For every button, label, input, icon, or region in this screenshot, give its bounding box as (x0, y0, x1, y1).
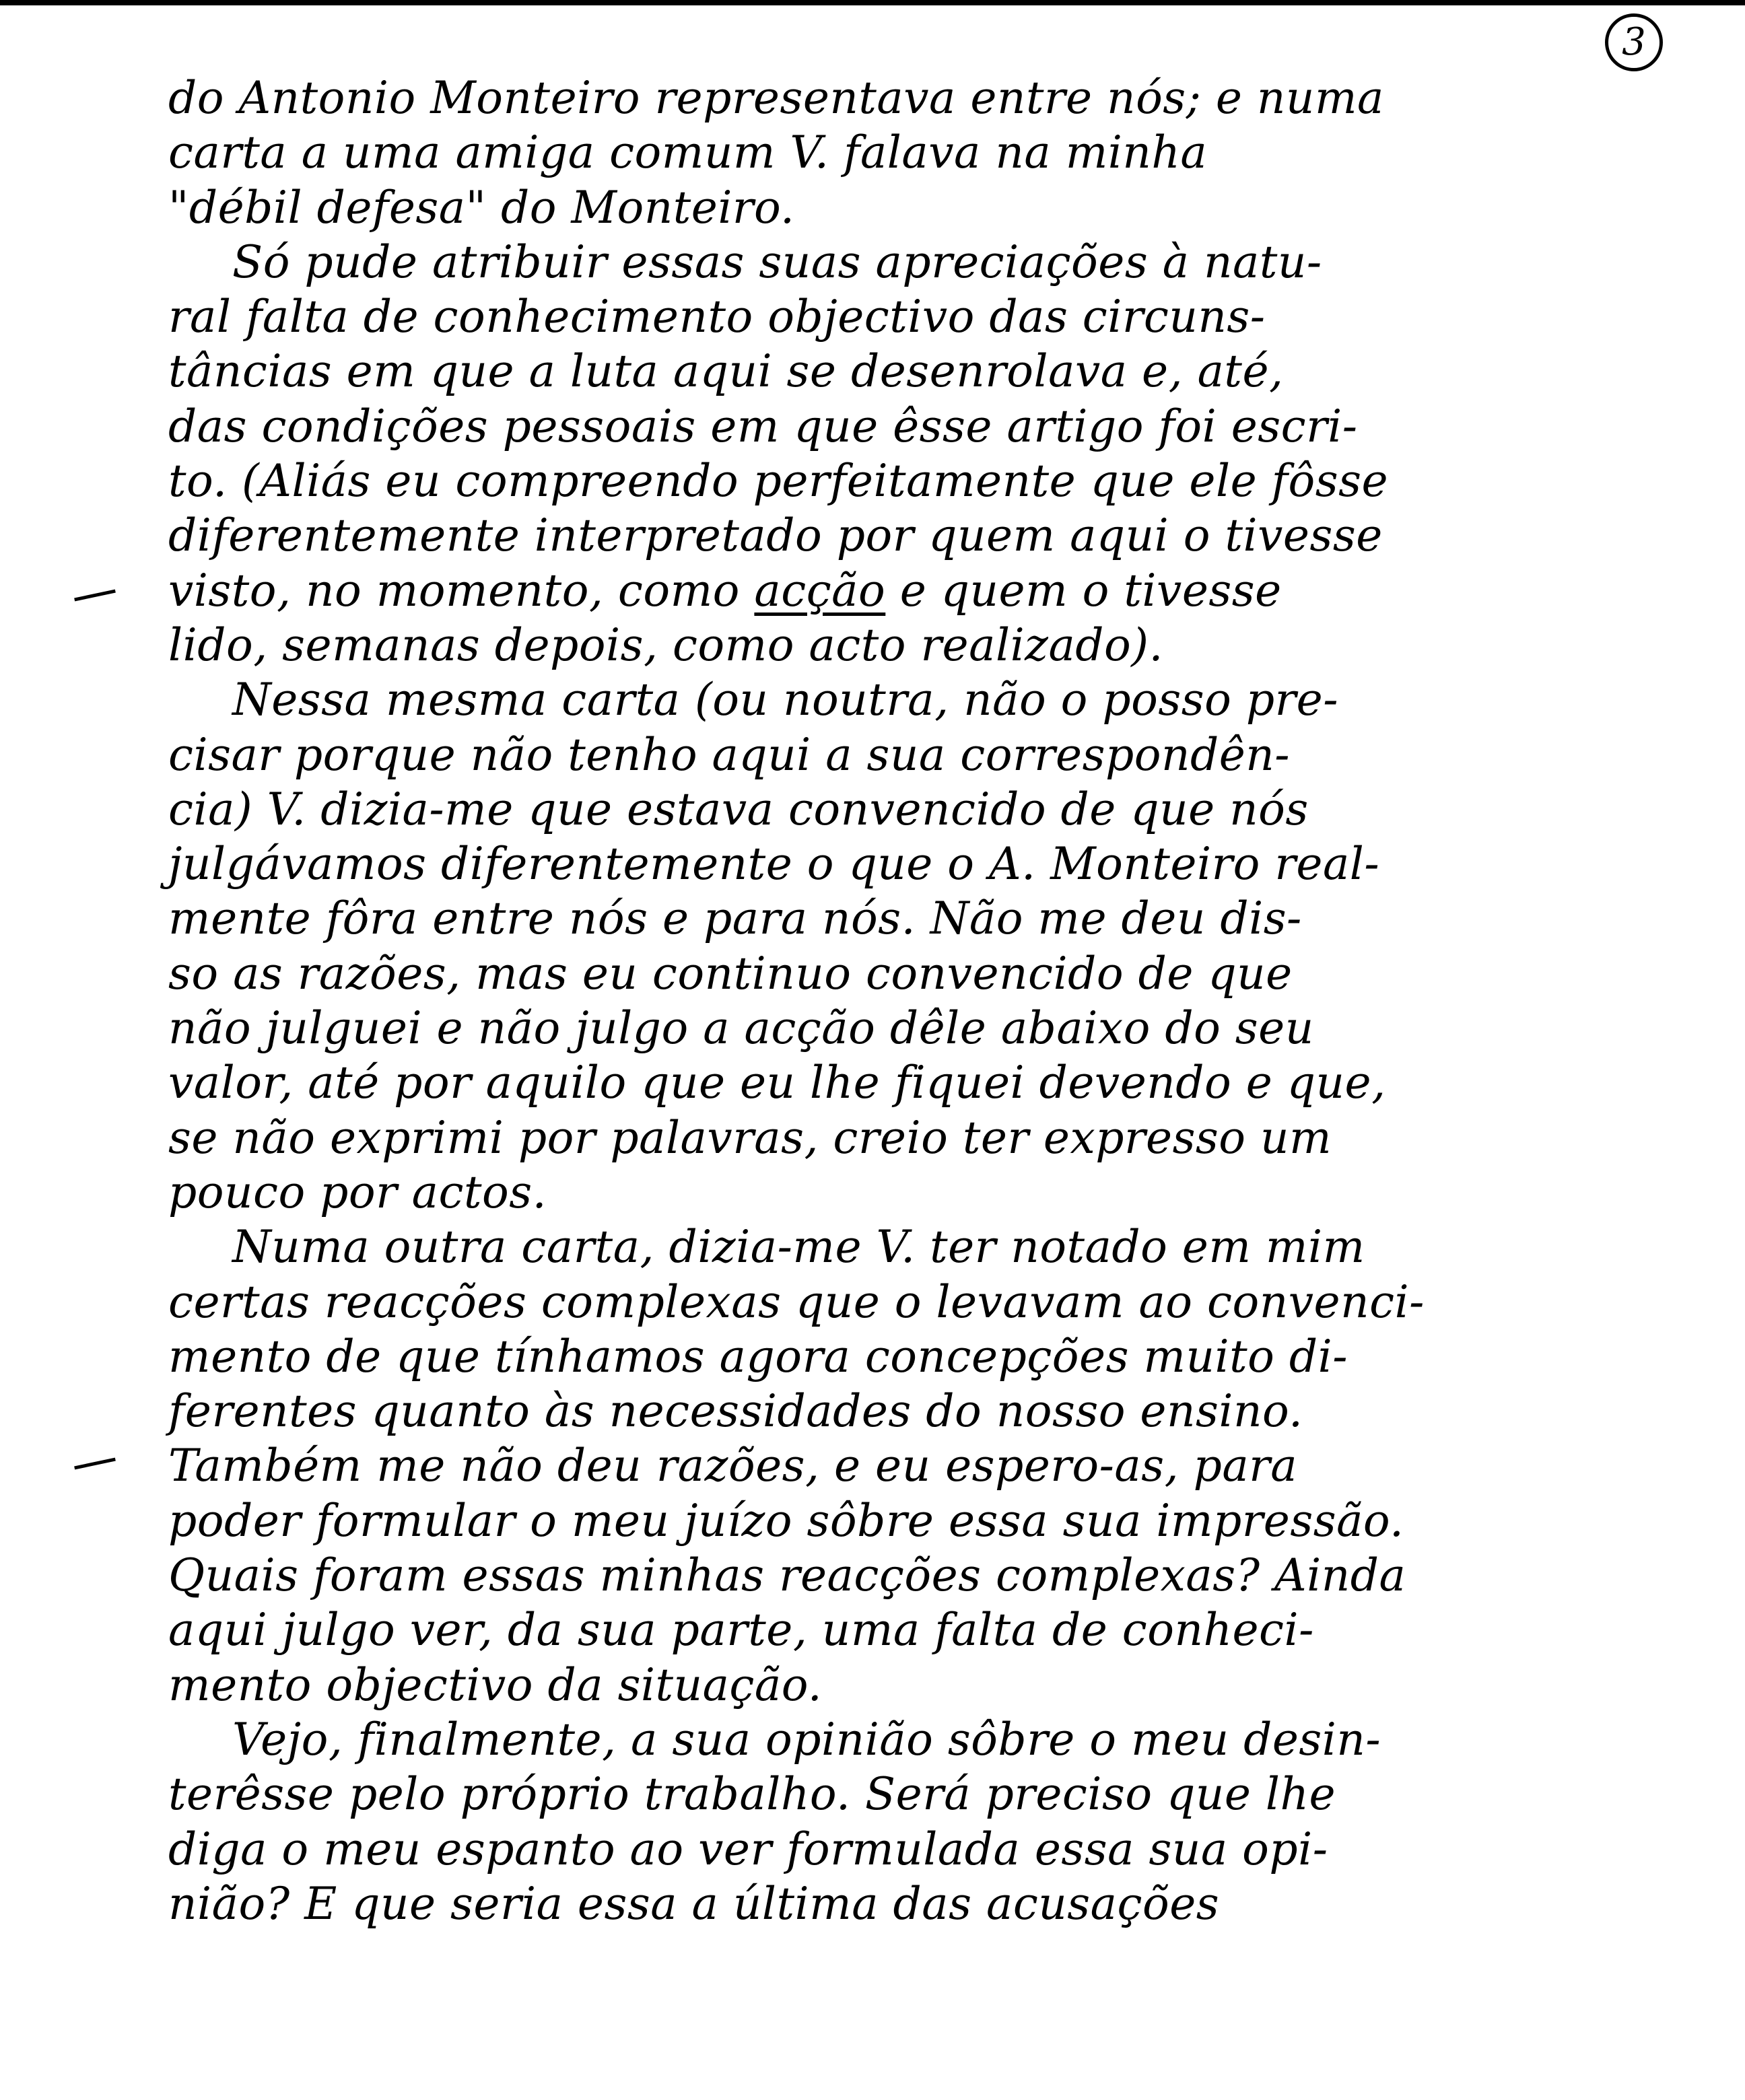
text-line: to. (Aliás eu compreendo perfeitamente que ele fôsse (168, 455, 1389, 508)
text-line: nião? E que seria essa a última das acusações (168, 1877, 1220, 1930)
margin-dash-mark (74, 590, 116, 602)
text-line: julgávamos diferentemente o que o A. Monteiro real- (168, 838, 1380, 890)
text-line: Nessa mesma carta (ou noutra, não o posso pre- (232, 674, 1338, 726)
margin-dash-mark (74, 1458, 116, 1470)
page-top-edge (0, 0, 1745, 5)
text-line: Também me não deu razões, e eu espero-as, para (168, 1440, 1298, 1492)
text-line: Quais foram essas minhas reacções complexas? Ainda (168, 1549, 1406, 1602)
text-segment: e quem o tivesse (899, 564, 1282, 617)
text-segment: visto, no momento, como (168, 564, 740, 617)
text-line: ferentes quanto às necessidades do nosso ensino. (168, 1385, 1303, 1438)
text-line: Numa outra carta, dizia-me V. ter notado em mim (232, 1221, 1365, 1273)
text-line: pouco por actos. (168, 1166, 547, 1218)
text-line: mento objectivo da situação. (168, 1658, 823, 1711)
text-line: mento de que tínhamos agora concepções muito di- (168, 1330, 1348, 1382)
text-line: so as razões, mas eu continuo convencido de que (168, 947, 1293, 1000)
underlined-word: acção (754, 564, 886, 617)
text-line: terêsse pelo próprio trabalho. Será preciso que lhe (168, 1768, 1336, 1821)
text-line: do Antonio Monteiro representava entre nós; e numa (168, 72, 1384, 124)
text-line (168, 563, 1710, 618)
text-line: valor, até por aquilo que eu lhe fiquei devendo e que, (168, 1057, 1386, 1109)
text-line: carta a uma amiga comum V. falava na minha (168, 127, 1208, 179)
text-line: tâncias em que a luta aqui se desenrolava e, até, (168, 345, 1284, 398)
text-line: diferentemente interpretado por quem aqui o tivesse (168, 510, 1383, 562)
text-line: certas reacções complexas que o levavam ao convenci- (168, 1275, 1425, 1328)
handwritten-letter-body (168, 71, 1710, 1931)
text-line: se não exprimi por palavras, creio ter expresso um (168, 1111, 1332, 1164)
text-line: não julguei e não julgo a acção dêle abaixo do seu (168, 1002, 1314, 1055)
text-line: aqui julgo ver, da sua parte, uma falta de conheci- (168, 1604, 1314, 1656)
text-line: Só pude atribuir essas suas apreciações à natu- (232, 236, 1322, 288)
text-line: cia) V. dizia-me que estava convencido de que nós (168, 783, 1309, 835)
text-line: cisar porque não tenho aqui a sua correspondên- (168, 728, 1291, 781)
text-line: diga o meu espanto ao ver formulada essa sua opi- (168, 1823, 1328, 1875)
page-number-circled: 3 (1605, 13, 1663, 71)
text-line: Vejo, finalmente, a sua opinião sôbre o meu desin- (232, 1713, 1381, 1765)
text-line: das condições pessoais em que êsse artigo foi escri- (168, 400, 1358, 452)
text-line: poder formular o meu juízo sôbre essa sua impressão. (168, 1494, 1404, 1547)
text-line: "débil defesa" do Monteiro. (168, 181, 795, 234)
text-line: mente fôra entre nós e para nós. Não me deu dis- (168, 893, 1302, 945)
text-line: lido, semanas depois, como acto realizado). (168, 619, 1164, 671)
text-line: ral falta de conhecimento objectivo das circuns- (168, 291, 1266, 343)
